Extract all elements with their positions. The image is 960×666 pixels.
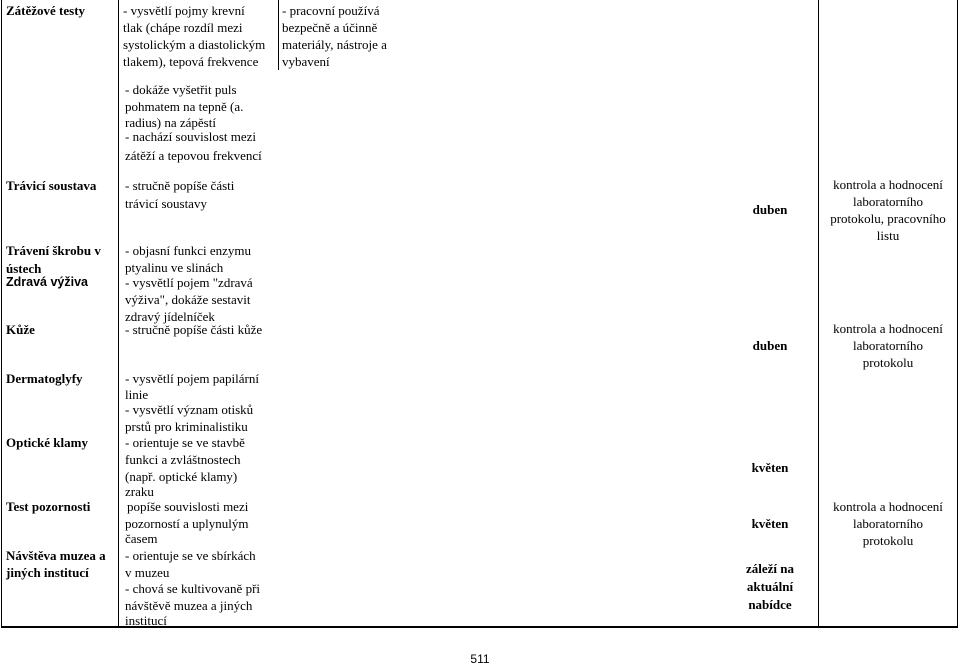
outcome-line: zraku <box>125 484 154 499</box>
outcome-line: zdravý jídelníček <box>125 309 215 324</box>
date-cell: duben <box>752 202 788 217</box>
outcome-line: ptyalinu ve slinách <box>125 260 224 275</box>
topic-kuze: Kůže <box>6 322 35 337</box>
outcome-line: prstů pro kriminalistiku <box>125 419 248 434</box>
note-line: vybavení <box>282 54 330 69</box>
date-cell: květen <box>751 460 789 475</box>
date-cell: duben <box>752 338 788 353</box>
outcome-line: - stručně popíše části <box>125 178 235 193</box>
outcome-line: (např. optické klamy) <box>125 469 238 484</box>
assessment-line: protokolu, pracovního <box>830 211 946 226</box>
outcome-line: radius) na zápěstí <box>125 115 216 130</box>
outcome-line: - objasní funkci enzymu <box>125 243 251 258</box>
note-line: materiály, nástroje a <box>282 37 387 52</box>
date-cell: záleží na <box>745 561 794 576</box>
outcome-line: institucí <box>125 613 167 628</box>
assessment-line: laboratorního <box>852 194 924 209</box>
assessment-line: protokolu <box>862 533 914 548</box>
topic-navsteva-muzea: Návštěva muzea a <box>6 548 106 563</box>
outcome-line: - chová se kultivovaně při <box>125 581 261 596</box>
outcome-line: - vysvětlí pojem "zdravá <box>125 275 253 290</box>
assessment-line: listu <box>876 228 900 243</box>
note-line: bezpečně a účinně <box>282 20 378 35</box>
outcome-line: zátěží a tepovou frekvencí <box>125 148 262 163</box>
topic-zdrava-vyziva: Zdravá výživa <box>6 275 88 289</box>
topic-opticke-klamy: Optické klamy <box>6 435 88 450</box>
outcome-line: pozorností a uplynulým <box>125 516 249 531</box>
outcome-line: návštěvě muzea a jiných <box>125 598 253 613</box>
outcome-line: - vysvětlí pojem papilární <box>125 371 259 386</box>
date-cell: nabídce <box>748 597 792 612</box>
assessment-line: laboratorního <box>852 338 924 353</box>
assessment-line: kontrola a hodnocení <box>833 321 943 336</box>
outcome-line: pohmatem na tepně (a. <box>125 99 244 114</box>
topic-navsteva-muzea-line2: jiných institucí <box>6 565 89 580</box>
outcome-line: - orientuje se ve sbírkách <box>125 548 256 563</box>
topic-traveni-skrobu-line2: ústech <box>6 261 42 276</box>
table-divider-topic <box>118 0 119 628</box>
outcome-line: výživa", dokáže sestavit <box>125 292 251 307</box>
note-line: - pracovní používá <box>282 3 380 18</box>
outcome-line: - vysvětlí pojmy krevní <box>123 3 245 18</box>
topic-travici-soustava: Trávicí soustava <box>6 178 97 193</box>
outcome-line: - orientuje se ve stavbě <box>125 435 245 450</box>
topic-test-pozornosti: Test pozornosti <box>6 499 91 514</box>
assessment-line: protokolu <box>862 355 914 370</box>
date-cell: květen <box>751 516 789 531</box>
table-divider-outcome <box>278 0 279 70</box>
topic-traveni-skrobu: Trávení škrobu v <box>6 243 101 258</box>
outcome-line: - dokáže vyšetřit puls <box>125 82 237 97</box>
outcome-line: tlakem), tepová frekvence <box>123 54 259 69</box>
page-number: 511 <box>470 652 490 666</box>
outcome-line: - vysvětlí význam otisků <box>125 402 254 417</box>
table-border-left <box>1 0 2 628</box>
outcome-line: trávicí soustavy <box>125 196 207 211</box>
outcome-line: tlak (chápe rozdíl mezi <box>123 20 243 35</box>
assessment-line: kontrola a hodnocení <box>833 499 943 514</box>
assessment-line: kontrola a hodnocení <box>833 177 943 192</box>
outcome-line: - nachází souvislost mezi <box>125 129 257 144</box>
outcome-line: linie <box>125 387 149 402</box>
outcome-line: v muzeu <box>125 565 170 580</box>
outcome-line: časem <box>125 531 158 546</box>
topic-dermatoglyfy: Dermatoglyfy <box>6 371 83 386</box>
outcome-line: systolickým a diastolickým <box>123 37 266 52</box>
date-cell: aktuální <box>746 579 794 594</box>
outcome-line: popíše souvislosti mezi <box>127 499 249 514</box>
outcome-line: - stručně popíše části kůže <box>125 322 263 337</box>
outcome-line: funkci a zvláštnostech <box>125 452 241 467</box>
topic-zatezove-testy: Zátěžové testy <box>6 3 86 18</box>
assessment-line: laboratorního <box>852 516 924 531</box>
